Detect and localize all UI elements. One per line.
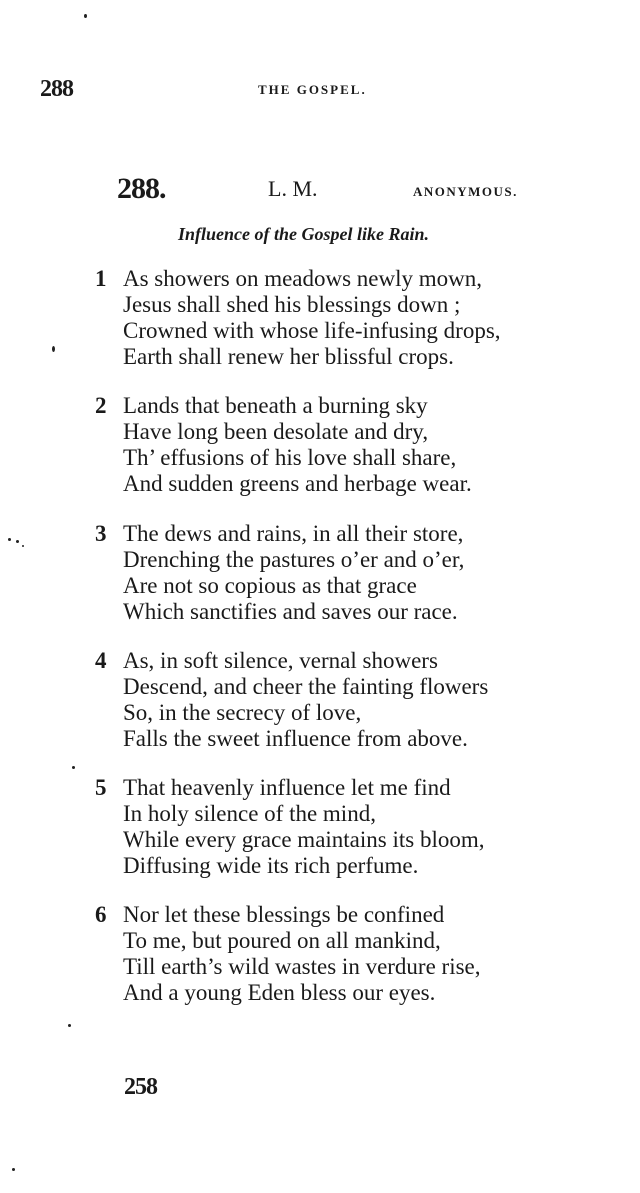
verse-line: Crowned with whose life-infusing drops, [123,318,501,343]
verse-line: In holy silence of the mind, [123,801,376,826]
verse-line: Th’ effusions of his love shall share, [123,445,457,470]
hymn-number: 288. [117,172,166,205]
stanza-number: 3 [95,521,107,546]
verse-line: Lands that beneath a burning sky [123,393,428,418]
scan-speck [52,346,55,352]
running-page-number: 288 [40,76,73,102]
scan-speck [72,766,75,769]
scan-speck [12,1168,15,1171]
verse-line: Have long been desolate and dry, [123,419,429,444]
stanza-lines [123,393,472,497]
scan-speck [16,540,19,543]
stanza-lines [123,902,481,1006]
verse-line: While every grace maintains its bloom, [123,827,485,852]
running-title: THE GOSPEL. [258,82,367,97]
scan-speck [68,1024,71,1027]
verse-line: Earth shall renew her blissful crops. [123,344,454,369]
verse-line: Which sanctifies and saves our race. [123,599,458,624]
verse-line: Are not so copious as that grace [123,573,417,598]
verse-line: Nor let these blessings be confined [123,902,445,927]
scan-speck [22,545,24,547]
footer-signature: 258 [124,1074,157,1100]
verse-line: So, in the secrecy of love, [123,700,362,725]
verse-line: And sudden greens and herbage wear. [123,471,472,496]
hymn-subtitle: Influence of the Gospel like Rain. [178,224,429,244]
stanza-number: 5 [95,775,107,800]
stanza-lines [123,266,501,370]
verse-line: That heavenly influence let me find [123,775,451,800]
verse-line: To me, but poured on all mankind, [123,928,441,953]
scan-speck [84,14,87,18]
verse-line: As, in soft silence, vernal showers [123,648,438,673]
verse-line: Falls the sweet influence from above. [123,726,468,751]
stanza-lines [123,775,485,879]
verse-line: Descend, and cheer the fainting flowers [123,674,489,699]
stanza-number: 4 [95,648,107,673]
verse-line: As showers on meadows newly mown, [123,266,483,291]
scan-speck [8,538,11,541]
verse-line: Diffusing wide its rich perfume. [123,853,419,878]
verse-line: And a young Eden bless our eyes. [123,980,436,1005]
hymn-author: ANONYMOUS. [413,184,518,199]
verse-line: Till earth’s wild wastes in verdure rise, [123,954,481,979]
verse-line: Drenching the pastures o’er and o’er, [123,547,465,572]
stanza-lines [123,648,488,752]
verse-line: The dews and rains, in all their store, [123,521,464,546]
hymn-meter: L. M. [268,176,318,201]
verse-line: Jesus shall shed his blessings down ; [123,292,461,317]
stanza-number: 2 [95,393,107,418]
stanza-number: 6 [95,902,107,927]
stanza-number: 1 [95,266,107,291]
stanza-lines [123,521,464,625]
